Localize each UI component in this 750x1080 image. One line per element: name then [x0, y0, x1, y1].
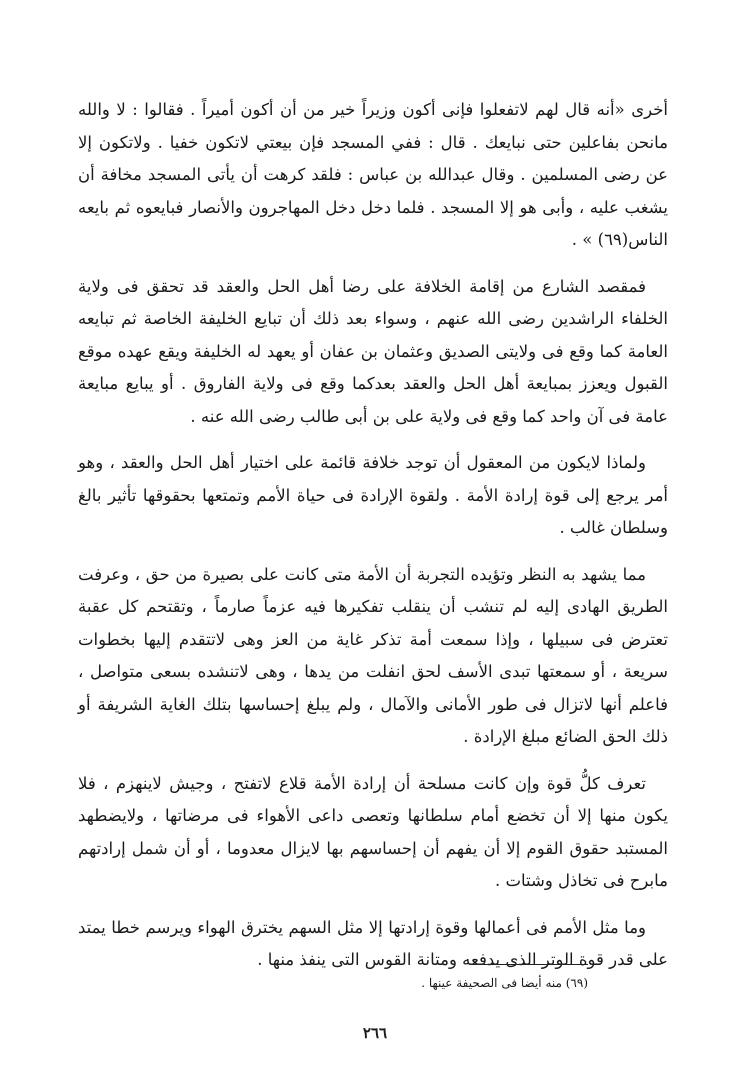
paragraph: وما مثل الأمم فى أعمالها وقوة إرادتها إلا مثل السهم يخترق الهواء ويرسم خطا يمتد على قدر قوة الوتر الذى يدفعه ومتانة القوس التى ينفذ منها .	[78, 917, 668, 969]
paragraph-continuation: أخرى «أنه قال لهم لاتفعلوا فإنى أكون وزيراً خير من أن أكون أميراً . فقالوا : لا والله مانحن بفاعلين حتى نبايعك . قال : ففي المسجد فإن بيعتي لاتكون خفيا . ولاتكون إلا عن رضى المسلمين . وقال عبدالله بن عباس : فلقد كرهت أن يأتى المسجد مخافة أن يشغب عليه ، وأبى هو إلا المسجد . فلما دخل دخل المهاجرون والأنصار فبايعوه ثم بايعه الناس(٦٩) » .	[78, 100, 668, 249]
footnote: (٦٩) منه أيضا فى الصحيفة عينها .	[421, 976, 588, 990]
paragraph: تعرف كلُّ قوة وإن كانت مسلحة أن إرادة الأمة قلاع لاتفتح ، وجيش لاينهزم ، فلا يكون منها إلا أن تخضع أمام سلطانها وتعصى داعى الأهواء فى مرضاتها ، ولايضطهد المستبد حقوق القوم إلا أن يفهم أن إحساسهم بها لايزال معدوما ، أو أن شمل إرادتهم مابرح فى تخاذل وشتات .	[78, 773, 668, 890]
paragraph: مما يشهد به النظر وتؤيده التجربة أن الأمة متى كانت على بصيرة من حق ، وعرفت الطريق الهادى إليه لم تنشب أن ينقلب تفكيرها فيه عزماً صارماً ، وتقتحم كل عقبة تعترض فى سبيلها ، وإذا سمعت أمة تذكر غاية من العز وهى لاتتقدم إليها بخطوات سريعة ، أو سمعتها تبدى الأسف لحق انفلت من يدها ، وهى لاتنشده بسعى متواصل ، فاعلم أنها لاتزال فى طور الأمانى والآمال ، ولم يبلغ إحساسها بتلك الغاية الشريفة أو ذلك الحق الضائع مبلغ الإرادة .	[78, 564, 668, 746]
paragraph: فمقصد الشارع من إقامة الخلافة على رضا أهل الحل والعقد قد تحقق فى ولاية الخلفاء الراشدين رضى الله عنهم ، وسواء بعد ذلك أن تبايع الخليفة الخاصة ثم تبايعه العامة كما وقع فى ولايتى الصديق وعثمان بن عفان أو يعهد له الخليفة ويقع عهده موقع القبول ويعزز بمبايعة أهل الحل والعقد بعدكما وقع فى ولاية الفاروق . أو يبايع مبايعة عامة فى آن واحد كما وقع فى ولاية على بن أبى طالب رضى الله عنه .	[78, 276, 668, 426]
body-text	[78, 94, 668, 991]
page-number: ٢٦٦	[362, 1024, 388, 1042]
footnote-divider	[470, 964, 588, 965]
paragraph: ولماذا لايكون من المعقول أن توجد خلافة قائمة على اختيار أهل الحل والعقد ، وهو أمر يرجع إلى قوة إرادة الأمة . ولقوة الإرادة فى حياة الأمم وتمتعها بحقوقها تأثير بالغ وسلطان غالب .	[78, 453, 668, 537]
